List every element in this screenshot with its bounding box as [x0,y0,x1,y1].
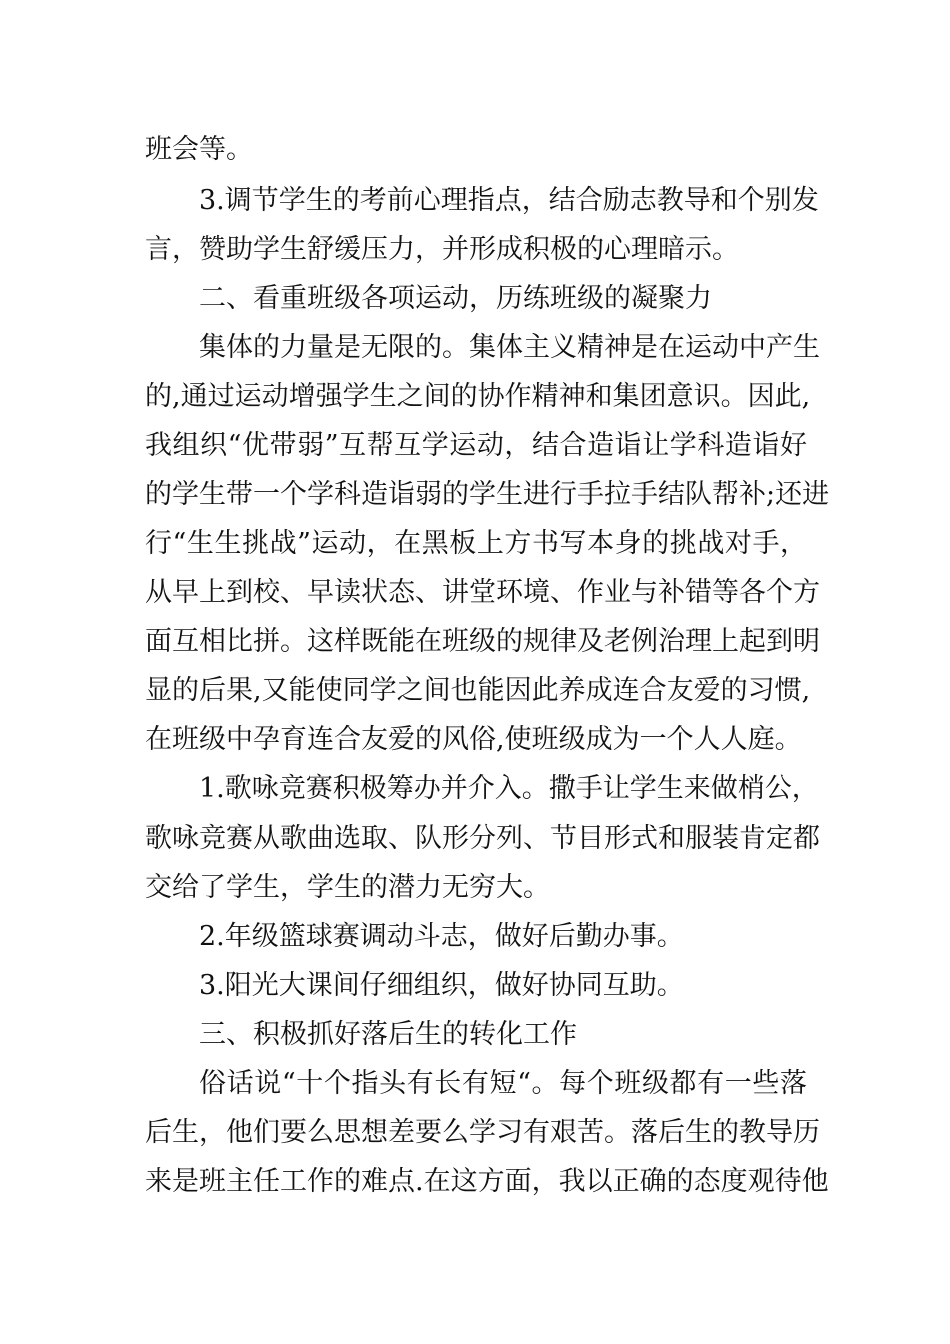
text-line: 显的后果,又能使同学之间也能因此养成连合友爱的习惯, [145,675,811,706]
section-heading: 二、看重班级各项运动，历练班级的凝聚力 [199,283,712,314]
paragraph-text: 俗话说“十个指头有长有短“。每个班级都有一些落 [199,1068,807,1099]
text-line: 的,通过运动增强学生之间的协作精神和集团意识。因此, [145,381,811,412]
list-item-text: 1.歌咏竞赛积极筹办并介入。撒手让学生来做梢公， [199,773,819,804]
text-line: 言，赞助学生舒缓压力，并形成积极的心理暗示。 [145,234,739,265]
text-line: 后生，他们要么思想差要么学习有艰苦。落后生的教导历 [145,1117,820,1148]
section-heading: 三、积极抓好落后生的转化工作 [199,1019,577,1050]
list-item-text: 3.阳光大课间仔细组织，做好协同互助。 [199,970,684,1001]
list-item-text: 3.调节学生的考前心理指点，结合励志教导和个别发 [199,185,819,216]
text-line: 在班级中孕育连合友爱的风俗,使班级成为一个人人庭。 [145,724,802,755]
text-line: 从早上到校、早读状态、讲堂环境、作业与补错等各个方 [145,577,820,608]
text-line: 来是班主任工作的难点.在这方面，我以正确的态度观待他 [145,1166,829,1197]
text-line: 行“生生挑战”运动，在黑板上方书写本身的挑战对手， [145,528,807,559]
text-line: 歌咏竞赛从歌曲选取、队形分列、节目形式和服装肯定都 [145,823,820,854]
text-line: 我组织“优带弱”互帮互学运动，结合造诣让学科造诣好 [145,430,807,461]
text-line: 交给了学生，学生的潜力无穷大。 [145,872,550,903]
paragraph-text: 集体的力量是无限的。集体主义精神是在运动中产生 [199,332,820,363]
text-line: 的学生带一个学科造诣弱的学生进行手拉手结队帮补;还进 [145,479,830,510]
list-item-text: 2.年级篮球赛调动斗志，做好后勤办事。 [199,921,684,952]
text-line: 班会等。 [145,134,253,165]
text-line: 面互相比拼。这样既能在班级的规律及老例治理上起到明 [145,626,820,657]
